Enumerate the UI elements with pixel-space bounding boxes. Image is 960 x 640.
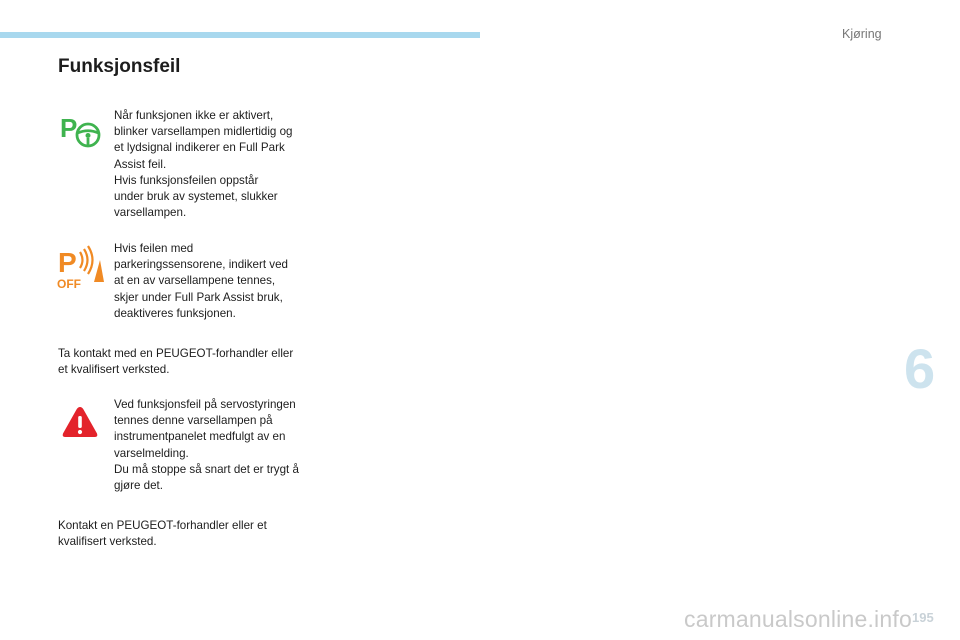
svg-text:OFF: OFF <box>57 277 81 291</box>
svg-text:P: P <box>60 113 78 143</box>
red-warning-triangle-icon <box>61 405 99 439</box>
watermark: carmanualsonline.info <box>684 606 912 632</box>
page-number: 195 <box>912 610 934 625</box>
paragraph-contact-dealer-1: Ta kontakt med en PEUGEOT-forhandler eller et kvalifisert verksted. <box>58 347 294 377</box>
paragraph-contact-dealer-2: Kontakt en PEUGEOT-forhandler eller et kvalifisert verksted. <box>58 519 267 549</box>
paragraph-sensor-fault: Hvis feilen med parkeringssensorene, indikert ved at en av varsellampene tennes, skjer under Full Park Assist bruk, deaktiveres funksjonen. <box>114 242 289 320</box>
chapter-number: 6 <box>904 337 936 400</box>
parking-sensors-off-warning-icon <box>56 245 106 291</box>
paragraph-steering-fault: Ved funksjonsfeil på servostyringen tennes denne varsellampen på instrumentpanelet medfulgt av en varselmelding. Du må stoppe så snart det er trygt å gjøre det. <box>114 398 299 493</box>
page-title: Funksjonsfeil <box>58 56 181 77</box>
paragraph-fault-inactive: Når funksjonen ikke er aktivert, blinker varsellampen midlertidig og et lydsignal indikerer en Full Park Assist feil. Hvis funksjonsfeilen oppstår under bruk av systemet, slukker varsellampen. <box>114 109 293 220</box>
park-assist-steering-warning-icon <box>60 113 102 149</box>
header-accent-bar <box>0 32 480 38</box>
section-label: Kjøring <box>842 27 882 41</box>
svg-text:P: P <box>58 247 77 278</box>
